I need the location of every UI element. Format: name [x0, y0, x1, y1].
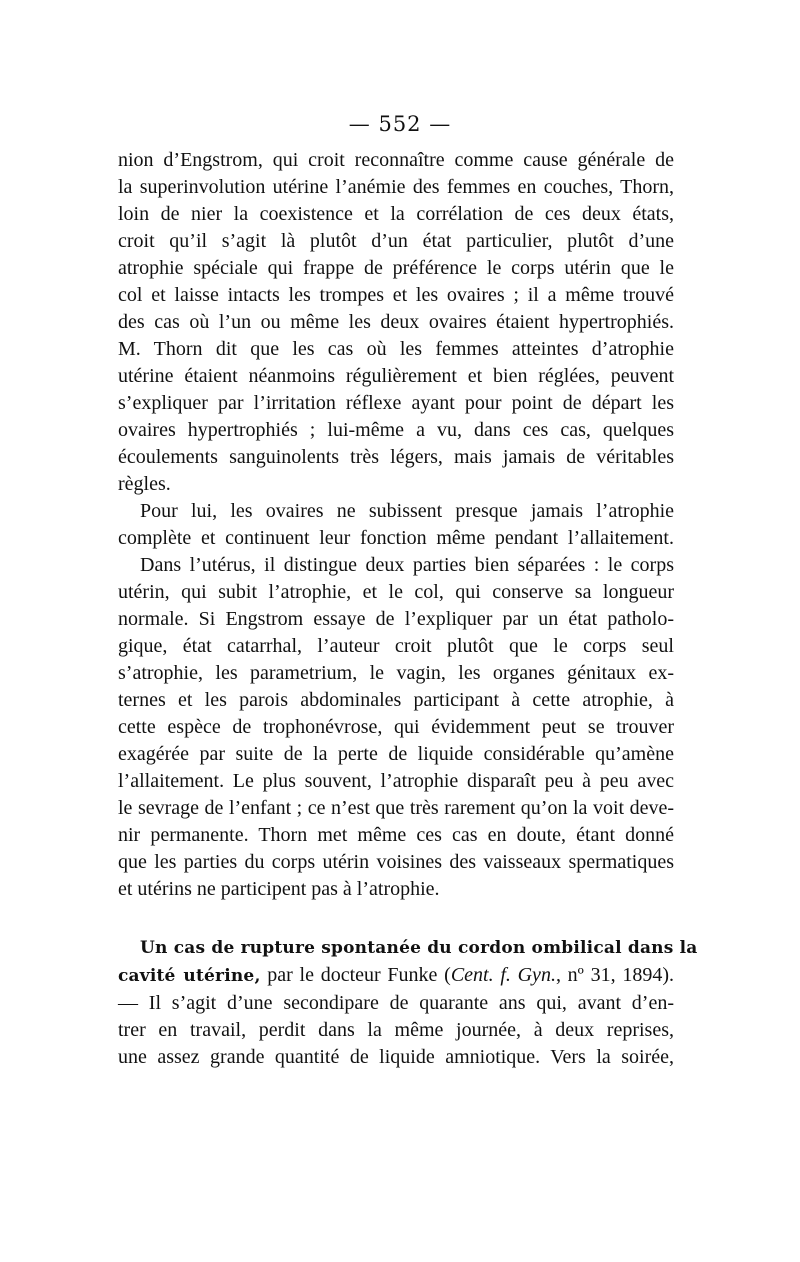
citation-ref: , nº 31, 1894). [555, 964, 675, 986]
text-line: croit qu’il s’agit là plutôt d’un état particulier, plutôt d’une [118, 230, 674, 252]
text-line: — Il s’agit d’une secondipare de quarante ans qui, avant d’en- [118, 992, 674, 1014]
text-line: atrophie spéciale qui frappe de préférence le corps utérin que le [118, 257, 674, 279]
text-line: une assez grande quantité de liquide amniotique. Vers la soirée, [118, 1046, 674, 1068]
text-line: Dans l’utérus, il distingue deux parties bien séparées : le corps [140, 554, 674, 576]
text-line: exagérée par suite de la perte de liquide considérable qu’amène [118, 743, 674, 765]
author-text: par le docteur Funke ( [260, 964, 451, 986]
text-line: ternes et les parois abdominales participant à cette atrophie, à [118, 689, 674, 711]
text-line: trer en travail, perdit dans la même journée, à deux reprises, [118, 1019, 674, 1041]
text-line: des cas où l’un ou même les deux ovaires étaient hypertrophiés. [118, 311, 674, 333]
text-line: gique, état catarrhal, l’auteur croit plutôt que le corps seul [118, 635, 674, 657]
text-line: cette espèce de trophonévrose, qui évidemment peut se trouver [118, 716, 674, 738]
text-line: ovaires hypertrophiés ; lui-même a vu, dans ces cas, quelques [118, 419, 674, 441]
article-summary [118, 935, 698, 1071]
body-text [118, 147, 698, 1071]
text-line: règles. [118, 473, 171, 495]
text-line: s’expliquer par l’irritation réflexe ayant pour point de départ les [118, 392, 674, 414]
text-line: normale. Si Engstrom essaye de l’expliquer par un état patholo- [118, 608, 674, 630]
text-line: nion d’Engstrom, qui croit reconnaître comme cause générale de [118, 149, 674, 171]
text-line: loin de nier la coexistence et la corrélation de ces deux états, [118, 203, 674, 225]
text-line: écoulements sanguinolents très légers, mais jamais de véritables [118, 446, 674, 468]
paragraph-3 [118, 552, 674, 903]
text-line: l’allaitement. Le plus souvent, l’atrophie disparaît peu à peu avec [118, 770, 674, 792]
article-citation-line [118, 962, 674, 990]
text-line: et utérins ne participent pas à l’atrophie. [118, 878, 440, 900]
text-line: s’atrophie, les parametrium, le vagin, les organes génitaux ex- [118, 662, 674, 684]
text-line: col et laisse intacts les trompes et les ovaires ; il a même trouvé [118, 284, 674, 306]
text-line: utérine étaient néanmoins régulièrement et bien réglées, peuvent [118, 365, 674, 387]
text-line: le sevrage de l’enfant ; ce n’est que très rarement qu’on la voit deve- [118, 797, 674, 819]
text-line: utérin, qui subit l’atrophie, et le col, qui conserve sa longueur [118, 581, 674, 603]
paragraph-1 [118, 147, 674, 498]
text-line: la superinvolution utérine l’anémie des femmes en couches, Thorn, [118, 176, 674, 198]
text-line: M. Thorn dit que les cas où les femmes atteintes d’atrophie [118, 338, 674, 360]
article-title: Un cas de rupture spontanée du cordon ombilical dans la [140, 938, 698, 958]
paragraph-2 [118, 498, 674, 552]
text-line: complète et continuent leur fonction même pendant l’allaitement. [118, 527, 674, 549]
page-number: — 552 — [348, 112, 452, 136]
text-line: que les parties du corps utérin voisines des vaisseaux spermatiques [118, 851, 674, 873]
journal-name: Cent. f. Gyn. [450, 964, 556, 986]
section-gap [118, 903, 674, 935]
text-line: nir permanente. Thorn met même ces cas en doute, étant donné [118, 824, 674, 846]
text-line: Pour lui, les ovaires ne subissent presque jamais l’atrophie [140, 500, 674, 522]
article-title-end: cavité utérine, [118, 966, 261, 986]
